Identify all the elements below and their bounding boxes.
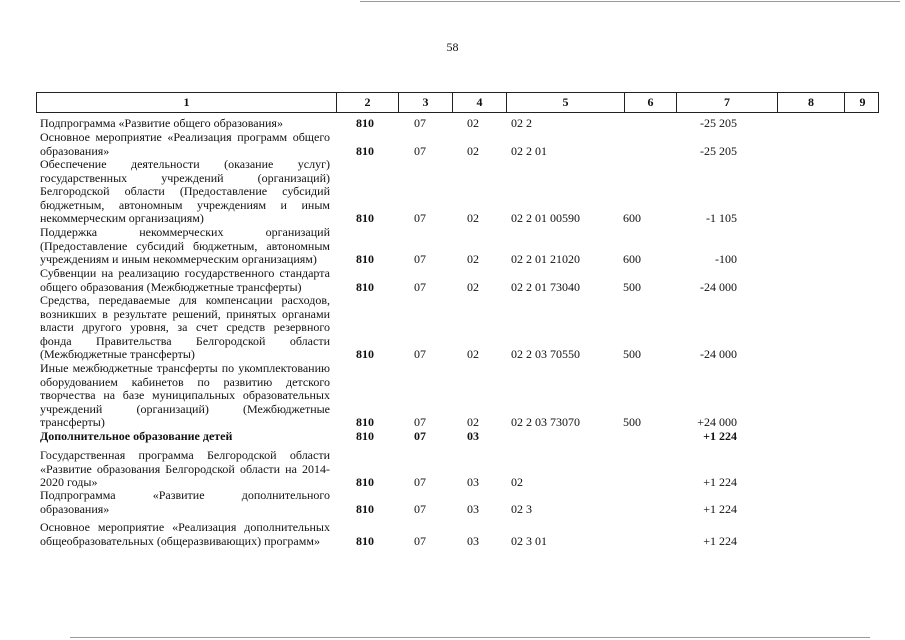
cell-col-7: -24 000: [700, 347, 737, 361]
cell-col-2: 810: [356, 252, 374, 266]
description-line: общего образования (Межбюджетные трансферты): [40, 279, 302, 294]
cell-col-3: 07: [414, 211, 426, 225]
cell-col-3: 07: [414, 429, 426, 443]
description-line: Подпрограмма «Развитие общего образования»: [40, 116, 283, 130]
cell-col-2: 810: [356, 415, 374, 429]
table-header: [36, 92, 879, 113]
description-line: образования»: [40, 143, 110, 158]
row-description: [40, 226, 330, 267]
cell-col-4: 02: [467, 415, 479, 429]
cell-col-6: 500: [623, 415, 641, 429]
header-col-1: 1: [37, 93, 337, 112]
cell-col-5: 02 2 01: [511, 143, 547, 158]
cell-col-4: 03: [467, 475, 479, 489]
description-line: Поддержка некоммерческих организаций: [40, 225, 330, 239]
header-col-4: 4: [453, 93, 507, 112]
row-description: [40, 521, 330, 548]
description-line: Подпрограмма «Развитие дополнительного: [40, 488, 330, 502]
cell-col-4: 02: [467, 252, 479, 266]
row-description: [40, 131, 330, 158]
cell-col-7: +24 000: [697, 415, 737, 429]
description-line: фонда Правительства Белгородской области: [40, 333, 330, 348]
cell-col-2: 810: [356, 429, 374, 443]
description-line: Основное мероприятие «Реализация дополнительных: [40, 520, 330, 534]
cell-col-4: 03: [467, 533, 479, 548]
row-description: [40, 294, 330, 362]
description-line: Дополнительное образование детей: [40, 429, 233, 443]
cell-col-4: 02: [467, 211, 479, 225]
description-line: Основное мероприятие «Реализация программ общего: [40, 130, 330, 144]
cell-col-7: +1 224: [703, 501, 737, 516]
header-col-3: 3: [399, 93, 453, 112]
cell-col-5: 02 2 03 73070: [511, 415, 580, 429]
cell-col-4: 02: [467, 279, 479, 294]
description-line: Иные межбюджетные трансферты по укомплектованию: [40, 361, 330, 375]
cell-col-5: 02 3 01: [511, 533, 547, 548]
cell-col-6: 500: [623, 279, 641, 294]
cell-col-3: 07: [414, 279, 426, 294]
cell-col-7: +1 224: [703, 429, 737, 443]
cell-col-5: 02 2 01 00590: [511, 211, 580, 225]
cell-col-3: 07: [414, 415, 426, 429]
row-description: [40, 267, 330, 294]
description-line: 2020 годы»: [40, 475, 98, 489]
cell-col-7: +1 224: [703, 533, 737, 548]
cell-col-5: 02 3: [511, 501, 532, 516]
row-description: [40, 158, 330, 226]
cell-col-7: +1 224: [703, 475, 737, 489]
row-description: [40, 362, 330, 430]
description-line: общеобразовательных (общеразвивающих) программ»: [40, 533, 320, 548]
cell-col-2: 810: [356, 211, 374, 225]
header-col-8: 8: [778, 93, 845, 112]
header-col-2: 2: [337, 93, 399, 112]
description-line: Средства, передаваемые для компенсации расходов,: [40, 293, 330, 307]
description-line: учреждений (организаций) (Межбюджетные: [40, 401, 330, 416]
cell-col-4: 02: [467, 143, 479, 158]
description-line: Обеспечение деятельности (оказание услуг): [40, 157, 330, 171]
cell-col-4: 03: [467, 501, 479, 516]
description-line: Белгородской области (Предоставление субсидий: [40, 184, 330, 198]
page-number: 58: [446, 40, 459, 54]
cell-col-5: 02 2 01 73040: [511, 279, 580, 294]
header-col-9: 9: [859, 95, 866, 109]
header-col-6: 6: [625, 93, 677, 112]
cell-col-7: -1 105: [706, 211, 737, 225]
header-col-7: 7: [677, 93, 778, 112]
description-line: «Развитие образования Белгородской области на 2014-: [40, 461, 330, 476]
cell-col-2: 810: [356, 501, 374, 516]
cell-col-2: 810: [356, 347, 374, 361]
description-line: трансферты): [40, 415, 105, 429]
description-line: учреждениям и иным некоммерческим организациям): [40, 252, 317, 266]
cell-col-3: 07: [414, 143, 426, 158]
description-line: бюджетным, автономным учреждениям и иным: [40, 197, 330, 212]
cell-col-2: 810: [356, 116, 374, 130]
row-description: [40, 430, 330, 444]
cell-col-4: 02: [467, 347, 479, 361]
cell-col-3: 07: [414, 347, 426, 361]
cell-col-6: 500: [623, 347, 641, 361]
cell-col-5: 02 2 03 70550: [511, 347, 580, 361]
cell-col-4: 02: [467, 116, 479, 130]
cell-col-3: 07: [414, 475, 426, 489]
description-line: власти другого уровня, за счет средств резервного: [40, 320, 330, 334]
description-line: творчества на базе муниципальных образовательных: [40, 388, 330, 402]
description-line: (Межбюджетные трансферты): [40, 347, 195, 361]
cell-col-2: 810: [356, 143, 374, 158]
cell-col-2: 810: [356, 279, 374, 294]
cell-col-5: 02 2 01 21020: [511, 252, 580, 266]
row-description: [40, 449, 330, 490]
scan-edge-bottom: [70, 637, 870, 638]
cell-col-4: 03: [467, 429, 479, 443]
cell-col-2: 810: [356, 475, 374, 489]
cell-col-3: 07: [414, 501, 426, 516]
description-line: оборудованием кабинетов по развитию детского: [40, 374, 330, 389]
cell-col-7: -25 205: [700, 116, 737, 130]
cell-col-7: -24 000: [700, 279, 737, 294]
description-line: Субвенции на реализацию государственного стандарта: [40, 266, 330, 280]
cell-col-7: -25 205: [700, 143, 737, 158]
description-line: (Предоставление субсидий бюджетным, автономным: [40, 238, 330, 253]
cell-col-6: 600: [623, 211, 641, 225]
description-line: образования»: [40, 501, 110, 516]
cell-col-2: 810: [356, 533, 374, 548]
scan-edge-top: [360, 1, 900, 2]
header-col-5: 5: [507, 93, 625, 112]
cell-col-3: 07: [414, 116, 426, 130]
cell-col-5: 02: [511, 475, 523, 489]
cell-col-6: 600: [623, 252, 641, 266]
cell-col-5: 02 2: [511, 116, 532, 130]
row-description: [40, 489, 330, 516]
description-line: некоммерческим организациям): [40, 211, 204, 225]
description-line: Государственная программа Белгородской области: [40, 448, 330, 462]
cell-col-3: 07: [414, 252, 426, 266]
cell-col-3: 07: [414, 533, 426, 548]
description-line: государственных учреждений (организаций): [40, 170, 330, 185]
description-line: возникших в результате решений, принятых органами: [40, 306, 330, 321]
row-description: [40, 117, 330, 131]
cell-col-7: -100: [715, 252, 737, 266]
